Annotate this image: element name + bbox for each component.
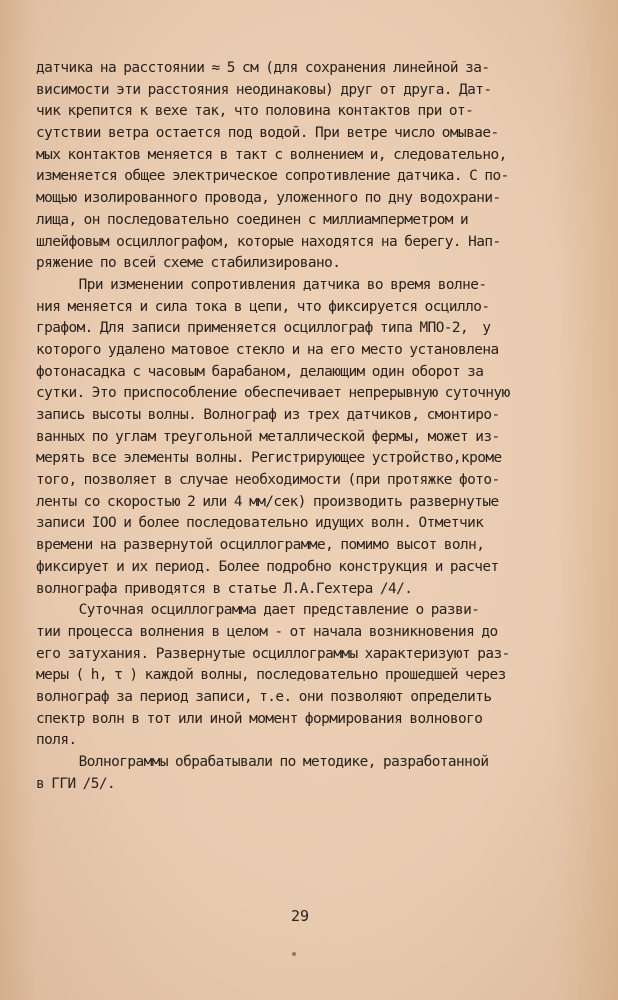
text-line: времени на развернутой осциллограмме, помимо высот волн, [36, 537, 485, 554]
text-line: ряжение по всей схеме стабилизировано. [36, 255, 341, 272]
text-line: волнограф за период записи, т.е. они позволяют определить [36, 688, 492, 705]
body-text [36, 58, 596, 795]
text-line: мерять все элементы волны. Регистрирующее устройство,кроме [36, 450, 502, 467]
text-line: волнографа приводятся в статье Л.А.Гехтера /4/. [36, 580, 413, 597]
text-line: мощью изолированного провода, уложенного по дну водохрани- [36, 190, 501, 207]
text-line: того, позволяет в случае необходимости (при протяжке фото- [36, 472, 500, 489]
text-line: меры ( h, τ ) каждой волны, последовательно прошедшей через [36, 667, 506, 684]
text-line: в ГГИ /5/. [36, 775, 116, 792]
text-line: мых контактов меняется в такт с волнением и, следовательно, [36, 146, 507, 163]
text-line: ленты со скоростью 2 или 4 мм/сек) производить развернутые [36, 493, 499, 510]
text-line: сутствии ветра остается под водой. При ветре число омывае- [36, 125, 499, 142]
text-line: поля. [36, 732, 77, 749]
text-line: тии процесса волнения в целом - от начала возникновения до [36, 623, 498, 640]
text-line: Волнограммы обрабатывали по методике, разработанной [36, 754, 489, 770]
text-line: изменяется общее электрическое сопротивление датчика. С по- [36, 168, 509, 185]
text-line: которого удалено матовое стекло и на его место установлена [36, 341, 499, 358]
text-line: запись высоты волны. Волнограф из трех датчиков, смонтиро- [36, 407, 500, 423]
text-line: ния меняется и сила тока в цепи, что фиксируется осцилло- [36, 298, 490, 315]
paragraph [36, 58, 596, 275]
text-line: висимости эти расстояния неодинаковы) друг от друга. Дат- [36, 81, 492, 98]
text-line: сутки. Это приспособление обеспечивает непрерывную суточную [36, 385, 510, 402]
text-line: датчика на расстоянии ≈ 5 см (для сохранения линейной за- [36, 60, 490, 76]
text-line: лища, он последовательно соединен с миллиамперметром и [36, 211, 469, 228]
text-line: записи IOO и более последовательно идущих волн. Отметчик [36, 515, 484, 532]
paragraph [36, 275, 596, 600]
text-line: графом. Для записи применяется осциллограф типа МПО-2, у [36, 320, 491, 337]
text-line: шлейфовым осциллографом, которые находятся на берегу. Нап- [36, 233, 501, 250]
text-line: чик крепится к вехе так, что половина контактов при от- [36, 103, 474, 120]
paragraph [36, 600, 596, 752]
text-line: спектр волн в тот или иной момент формирования волнового [36, 710, 483, 727]
text-line: ванных по углам треугольной металлической фермы, может из- [36, 428, 500, 445]
text-line: фиксирует и их период. Более подробно конструкция и расчет [36, 558, 499, 575]
text-line: При изменении сопротивления датчика во время волне- [36, 276, 487, 293]
text-line: Суточная осциллограмма дает представление о разви- [36, 602, 480, 619]
text-line: его затухания. Развернутые осциллограммы характеризуют раз- [36, 645, 510, 662]
paragraph [36, 752, 596, 795]
text-line: фотонасадка с часовым барабаном, делающим один оборот за [36, 363, 484, 380]
page-number: 29 [290, 907, 310, 925]
paper-speck [292, 952, 296, 956]
